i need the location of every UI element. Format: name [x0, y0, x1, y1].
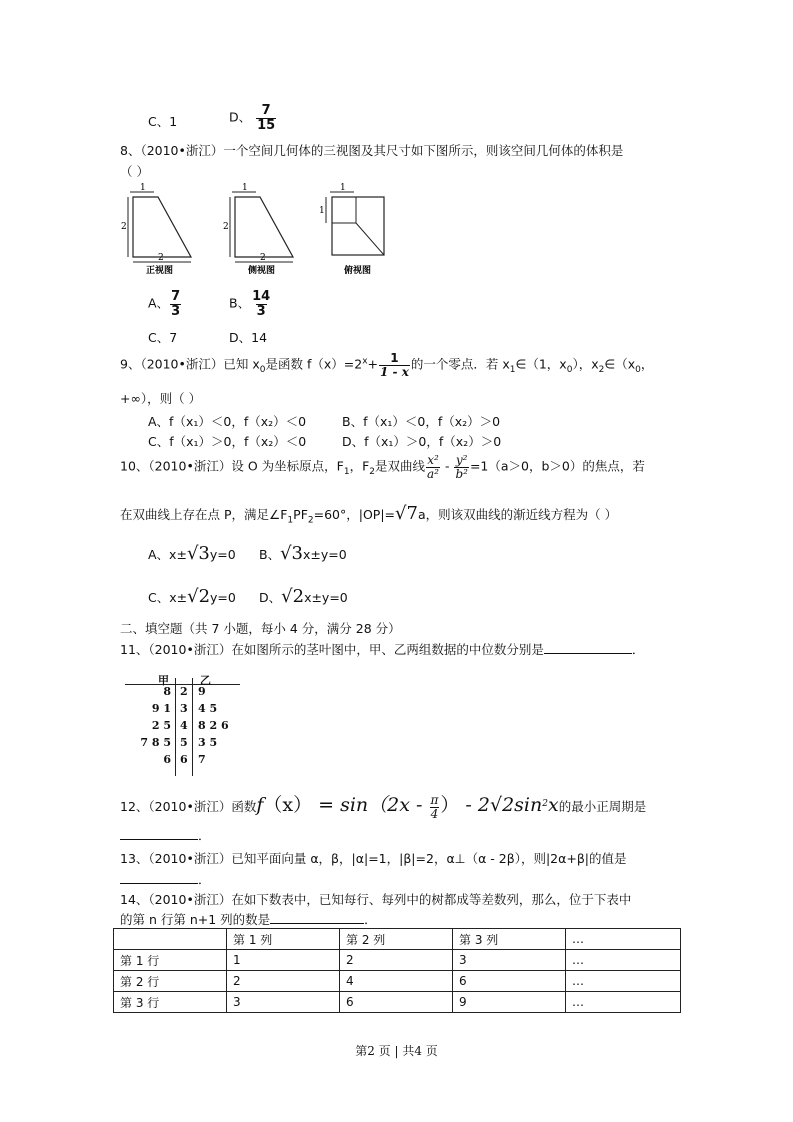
q10-option-b: B、√3x±y=0	[259, 543, 347, 564]
q10-option-c: C、x±√2y=0	[148, 586, 236, 607]
q9-option-c: C、f（x₁）＞0，f（x₂）＜0	[148, 434, 307, 449]
q9-option-b: B、f（x₁）＜0，f（x₂）＞0	[342, 414, 501, 429]
table-cell: 6	[453, 971, 566, 992]
q14-stem-line1: 14、（2010•浙江）在如下数表中，已知每行、每列中的树都成等差数列，那么，位于下表中	[120, 892, 632, 907]
q8-option-c: C、7	[148, 330, 178, 345]
q10-frac-x: $\frac{\text{x²}}{\text{a²}}$	[427, 453, 439, 481]
plot-left-leaf: 6	[163, 753, 171, 766]
plot-left-leaf: 8	[163, 685, 171, 698]
side-side-dim: 2	[223, 222, 229, 232]
side-view	[223, 183, 293, 276]
plot-header-right: 乙	[200, 674, 211, 687]
table-cell: 3	[227, 992, 340, 1013]
plot-right-leaf: 7	[198, 753, 206, 766]
table-cell: …	[566, 992, 681, 1013]
front-top-dim: 1	[140, 183, 146, 193]
top-caption: 俯视图	[344, 266, 372, 276]
table-cell: 4	[340, 971, 453, 992]
stem-leaf-plot	[120, 672, 255, 777]
plot-left-leaf: 9 1	[151, 702, 171, 715]
q12-blank	[120, 839, 198, 840]
plot-left-leaf: 2 5	[151, 719, 171, 732]
q7-d-fraction: $\frac{7}{15}$	[257, 103, 276, 133]
table-cell: 第 1 列	[227, 929, 340, 950]
q9-stem: 9、（2010•浙江）已知 $x_0$是函数 $f(x)=2^x+$ $\frac{1}{1 - x}$ 的一个零点．若 $x_1\in(1$，$x_0$），$x_2\in(x_0$，	[120, 351, 654, 379]
q10-line2: 在双曲线上存在点 P，满足$\angle F_1PF_2=60^\circ$，|OP|=√7a，则该双曲线的渐近线方程为（ ）	[120, 503, 618, 526]
q10-option-a: A、x±√3y=0	[148, 543, 236, 564]
plot-right-line	[192, 678, 193, 776]
table-cell: 2	[340, 950, 453, 971]
q8-option-d: D、14	[229, 330, 268, 345]
table-cell: 1	[227, 950, 340, 971]
top-side-dim: 1	[319, 206, 325, 216]
table-cell: 2	[227, 971, 340, 992]
table-cell: 第 2 行	[114, 971, 227, 992]
plot-right-leaf: 9	[198, 685, 206, 698]
q8-stem: 8、（2010•浙江）一个空间几何体的三视图及其尺寸如下图所示，则该空间几何体的体积是	[120, 143, 624, 158]
table-cell	[114, 929, 227, 950]
table-row	[114, 971, 681, 992]
q7-option-c: C、1	[148, 114, 178, 129]
q12-answer-line: ．	[120, 826, 211, 844]
front-bottom-dim: 2	[158, 253, 164, 263]
plot-right-leaf: 4 5	[198, 702, 218, 715]
plot-right-leaf: 8 2 6	[198, 719, 229, 732]
q8-option-a: A、 $\frac{7}{3}$	[148, 289, 181, 319]
table-cell: 3	[453, 950, 566, 971]
table-row	[114, 992, 681, 1013]
q14-number-table	[113, 928, 681, 1013]
top-view	[319, 183, 384, 276]
side-caption: 侧视图	[248, 266, 276, 276]
q12-stem: 12、（2010•浙江）函数f（x） = sin（2x - $\frac{\pi}{4}$ ） - $2√2\sin^2x$的最小正周期是	[120, 793, 647, 821]
q12-pi-fraction: $\frac{\pi}{4}$	[430, 793, 439, 821]
table-cell: 6	[340, 992, 453, 1013]
q13-answer-line: ．	[120, 870, 211, 888]
plot-stem: 4	[180, 719, 188, 732]
plot-stem: 2	[180, 685, 188, 698]
q10-stem: 10、（2010•浙江）设 O 为坐标原点，$F_1$，$F_2$是双曲线 $\frac{\text{x²}}{\text{a²}}$ - $\frac{\text{y²}}{\text{b²}}$ =1（a＞0，b＞0）的焦点，若	[120, 453, 645, 481]
front-view	[121, 183, 191, 276]
table-cell: 第 2 列	[340, 929, 453, 950]
plot-left-leaf: 7 8 5	[140, 736, 171, 749]
plot-right-leaf: 3 5	[198, 736, 218, 749]
table-cell: 第 3 行	[114, 992, 227, 1013]
table-row	[114, 950, 681, 971]
q9-option-d: D、f（x₁）＞0，f（x₂）＞0	[342, 434, 502, 449]
page-footer: 第2 页 | 共4 页	[355, 1044, 438, 1058]
plot-header-left: 甲	[158, 674, 169, 687]
section2-heading: 二、填空题（共 7 小题，每小 4 分，满分 28 分）	[120, 621, 401, 636]
table-cell: 第 3 列	[453, 929, 566, 950]
side-bottom-dim: 2	[260, 253, 266, 263]
table-cell: 9	[453, 992, 566, 1013]
q7-option-d: D、 $\frac{7}{15}$	[229, 103, 276, 133]
q10-frac-y: $\frac{\text{y²}}{\text{b²}}$	[455, 453, 468, 481]
plot-stem: 6	[180, 753, 188, 766]
q9-line2: +∞），则（ ）	[120, 391, 202, 406]
q10-option-d: D、√2x±y=0	[259, 586, 348, 607]
q11-stem: 11、（2010•浙江）在如图所示的茎叶图中，甲、乙两组数据的中位数分别是 ．	[120, 642, 645, 657]
table-cell: 第 1 行	[114, 950, 227, 971]
table-header-row	[114, 929, 681, 950]
q9-fraction: $\frac{1}{1 - x}$	[380, 351, 409, 379]
plot-stem: 3	[180, 702, 188, 715]
q14-stem-line2: 的第 n 行第 n+1 列的数是 ．	[120, 912, 377, 927]
top-top-dim: 1	[340, 183, 346, 193]
q8-three-views	[118, 183, 398, 283]
q8-option-b: B、 $\frac{14}{3}$	[229, 289, 271, 319]
plot-left-line	[175, 678, 176, 776]
plot-stem: 5	[180, 736, 188, 749]
q8-paren: （ ）	[120, 164, 149, 179]
q13-stem: 13、（2010•浙江）已知平面向量 α，β，|α|=1，|β|=2，α⊥（α - 2β），则|2α+β|的值是	[120, 851, 627, 866]
q9-option-a: A、f（x₁）＜0，f（x₂）＜0	[148, 414, 307, 429]
q13-blank	[120, 883, 198, 884]
q11-blank	[544, 653, 632, 654]
table-cell: …	[566, 929, 681, 950]
table-cell: …	[566, 950, 681, 971]
table-cell: …	[566, 971, 681, 992]
front-side-dim: 2	[121, 222, 127, 232]
q14-blank	[270, 923, 364, 924]
side-top-dim: 1	[242, 183, 248, 193]
front-caption: 正视图	[146, 266, 174, 276]
